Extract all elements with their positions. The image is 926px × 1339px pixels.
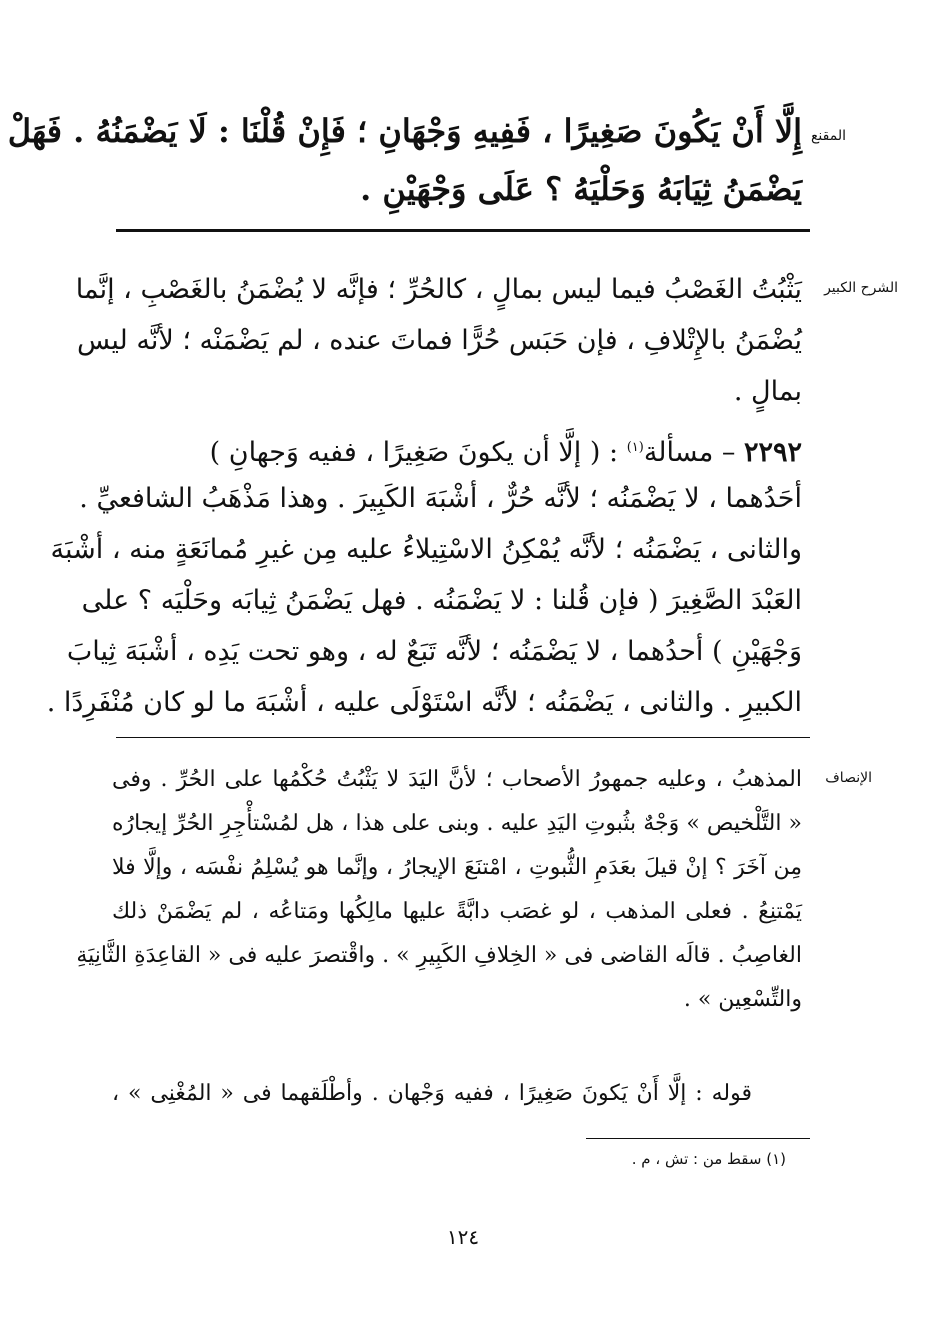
footnote-ref: (١) [626, 440, 644, 455]
muqni-text [7, 102, 802, 218]
insaf-text [76, 758, 802, 1022]
sharh-line: العَبْدَ الصَّغِيرَ ( فإن قُلنا : لا يَضْمَنُه . فهل يَضْمَنُ ثِيابَه وحَلْيَه ؟ على [81, 585, 802, 616]
sharh-line: بمالٍ . [733, 376, 802, 407]
insaf-line: مِن آخَرَ ؟ إنْ قيلَ بعَدَمِ الثُّبوتِ ، امْتنَعَ الإيجارُ ، وإنَّما هو يُسْلِمُ نفْسَه ، وإلَّا فلا [112, 855, 802, 880]
masala-number: ٢٢٩٢ [743, 437, 802, 468]
insaf-line: المذهبُ ، وعليه جمهورُ الأصحاب ؛ لأنَّ اليَدَ لا يَثْبُتُ حُكْمُها على الحُرِّ . وفى [112, 767, 802, 792]
section-label-sharh: الشرح الكبير [824, 280, 898, 296]
sharh-intro [75, 264, 802, 417]
insaf-line: « التَّلْخيص » وَجْهٌ بثُبوتِ اليَدِ عليه . وبنى على هذا ، هل لمُسْتأْجِرِ الحُرِّ إيجارُه [112, 811, 802, 836]
masala-block [46, 422, 802, 728]
insaf-line: الغاصِبُ . قالَه القاضى فى « الخِلافِ الكَبِيرِ » . واقْتصرَ عليه فى « القاعِدَةِ الثَّانِيَةِ [76, 943, 802, 968]
sharh-line: أحَدُهما ، لا يَضْمَنُه ؛ لأنَّه حُرٌّ ، أشْبَهَ الكَبِيرَ . وهذا مَذْهَبُ الشافعيِّ . [79, 483, 802, 514]
insaf-line: والتِّسْعِين » . [683, 987, 802, 1012]
thin-divider [116, 737, 810, 738]
section-label-insaf: الإنصاف [825, 770, 872, 786]
insaf-line: يَمْتنِعُ . فعلى المذهب ، لو غصَب دابَّةً عليها مالِكُها ومَتاعُه ، لم يَضْمَنْ ذلك [112, 899, 802, 924]
thick-divider [116, 229, 810, 232]
muqni-line: يَضْمَنُ ثِيَابَهُ وَحَلْيَهُ ؟ عَلَى وَجْهَيْنِ . [360, 170, 802, 208]
masala-text: : ( إلَّا أن يكونَ صَغِيرًا ، ففيه وَجهانِ ) [209, 437, 627, 468]
masala-heading [112, 422, 802, 473]
masala-dash: – [713, 437, 744, 468]
sharh-line: والثانى ، يَضْمَنُه ؛ لأنَّه يُمْكِنُ الاسْتِيلاءُ عليه مِن غيرِ مُمانَعَةٍ منه ، أشْبَهَ [50, 534, 802, 565]
footnote: (١) سقط من : تش ، م . [631, 1150, 786, 1168]
qawl-text [112, 1072, 752, 1116]
footnote-divider [586, 1138, 810, 1139]
section-label-muqni: المقنع [810, 128, 846, 144]
sharh-line: يُضْمَنُ بالإِتْلافِ ، فإن حَبَس حُرًّا فماتَ عنده ، لم يَضْمَنْه ؛ لأنَّه ليس [76, 325, 802, 356]
sharh-line: يَثْبُتُ الغَصْبُ فيما ليس بمالٍ ، كالحُرِّ ؛ فإنَّه لا يُضْمَنُ بالغَصْبِ ، إنَّما [75, 274, 802, 305]
sharh-line: وَجْهَيْنِ ) أحدُهما ، لا يَضْمَنُه ؛ لأنَّه تَبَعٌ له ، وهو تحت يَدِه ، أشْبَهَ ثِيابَ [66, 636, 802, 667]
page-number: ١٢٤ [446, 1225, 480, 1249]
masala-label: مسألة [643, 437, 714, 468]
sharh-line: الكبيرِ . والثانى ، يَضْمَنُه ؛ لأنَّه اسْتَوْلَى عليه ، أشْبَهَ ما لو كان مُنْفَرِدًا . [46, 687, 802, 718]
muqni-line: إِلَّا أَنْ يَكُونَ صَغِيرًا ، فَفِيهِ وَجْهَانِ ؛ فَإِنْ قُلْنَا : لَا يَضْمَنُهُ . فَهَلْ [7, 112, 802, 150]
qawl-line: قوله : إلَّا أَنْ يَكونَ صَغِيرًا ، ففيه وَجْهان . وأطْلَقهما فى « المُغْنِى » ، [112, 1081, 752, 1106]
